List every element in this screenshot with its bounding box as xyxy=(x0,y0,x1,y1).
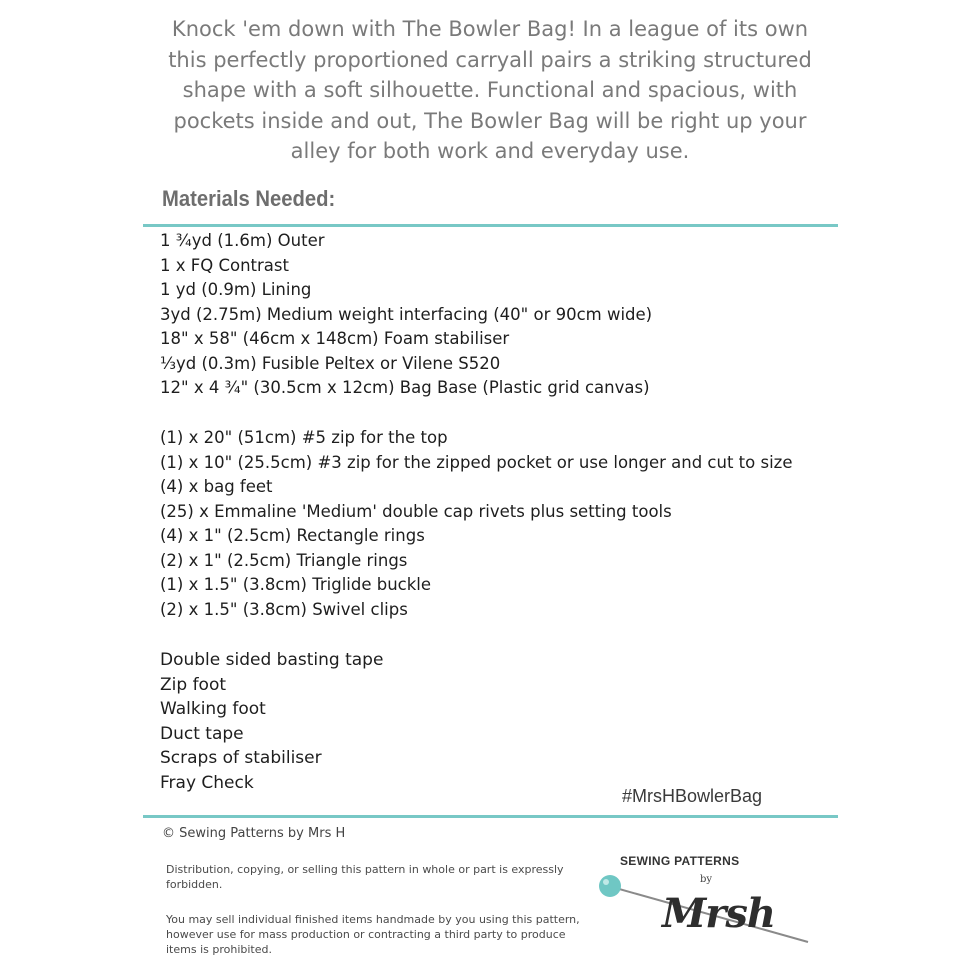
materials-heading: Materials Needed: xyxy=(162,186,336,211)
fabrics-list xyxy=(160,229,652,401)
logo-script: Mrsh xyxy=(662,890,775,937)
list-item: ⅓yd (0.3m) Fusible Peltex or Vilene S520 xyxy=(160,353,501,373)
top-divider xyxy=(143,224,838,227)
list-item: Double sided basting tape xyxy=(160,650,384,670)
list-item: Fray Check xyxy=(160,772,254,793)
list-item: 18" x 58" (46cm x 148cm) Foam stabiliser xyxy=(160,329,510,348)
list-item: (25) x Emmaline 'Medium' double cap rivets plus setting tools xyxy=(160,501,672,521)
list-item: Zip foot xyxy=(160,674,227,695)
list-item: Scraps of stabiliser xyxy=(160,748,322,768)
list-item: (2) x 1.5" (3.8cm) Swivel clips xyxy=(160,599,408,619)
intro-line: this perfectly proportioned carryall pairs a striking structured xyxy=(168,47,812,72)
intro-line: shape with a soft silhouette. Functional and spacious, with xyxy=(182,78,798,102)
logo-by: by xyxy=(700,874,713,885)
list-item: 1 yd (0.9m) Lining xyxy=(160,280,312,299)
intro-line: alley for both work and everyday use. xyxy=(290,139,690,163)
list-item: Duct tape xyxy=(160,723,244,744)
intro-line: Knock 'em down with The Bowler Bag! In a league of its own xyxy=(171,17,809,41)
bottom-divider xyxy=(143,815,838,818)
list-item: (4) x 1" (2.5cm) Rectangle rings xyxy=(160,526,425,545)
intro-paragraph xyxy=(150,14,830,167)
list-item: 1 ¾yd (1.6m) Outer xyxy=(160,231,325,250)
list-item: Walking foot xyxy=(160,699,266,719)
logo-title: SEWING PATTERNS xyxy=(620,854,740,868)
intro-line: pockets inside and out, The Bowler Bag will be right up your xyxy=(173,108,807,133)
list-item: (4) x bag feet xyxy=(160,477,273,496)
list-item: 12" x 4 ¾" (30.5cm x 12cm) Bag Base (Plastic grid canvas) xyxy=(160,378,650,397)
list-item: (1) x 10" (25.5cm) #3 zip for the zipped pocket or use longer and cut to size xyxy=(160,452,793,472)
distribution-notice: Distribution, copying, or selling this pattern in whole or part is expressly forbidden. xyxy=(166,863,564,891)
tools-list xyxy=(160,648,383,795)
list-item: 1 x FQ Contrast xyxy=(160,255,289,275)
hardware-list xyxy=(160,426,792,622)
resale-notice: You may sell individual finished items handmade by you using this pattern, however use for mass production or contracting a third party to produce items is prohibited. xyxy=(166,913,580,956)
copyright-notice: © Sewing Patterns by Mrs H xyxy=(162,826,346,841)
list-item: (1) x 1.5" (3.8cm) Triglide buckle xyxy=(160,575,432,594)
hashtag: #MrsHBowlerBag xyxy=(622,786,763,806)
list-item: 3yd (2.75m) Medium weight interfacing (40" or 90cm wide) xyxy=(160,304,653,324)
list-item: (1) x 20" (51cm) #5 zip for the top xyxy=(160,428,448,447)
brand-logo xyxy=(590,850,820,960)
list-item: (2) x 1" (2.5cm) Triangle rings xyxy=(160,550,408,570)
